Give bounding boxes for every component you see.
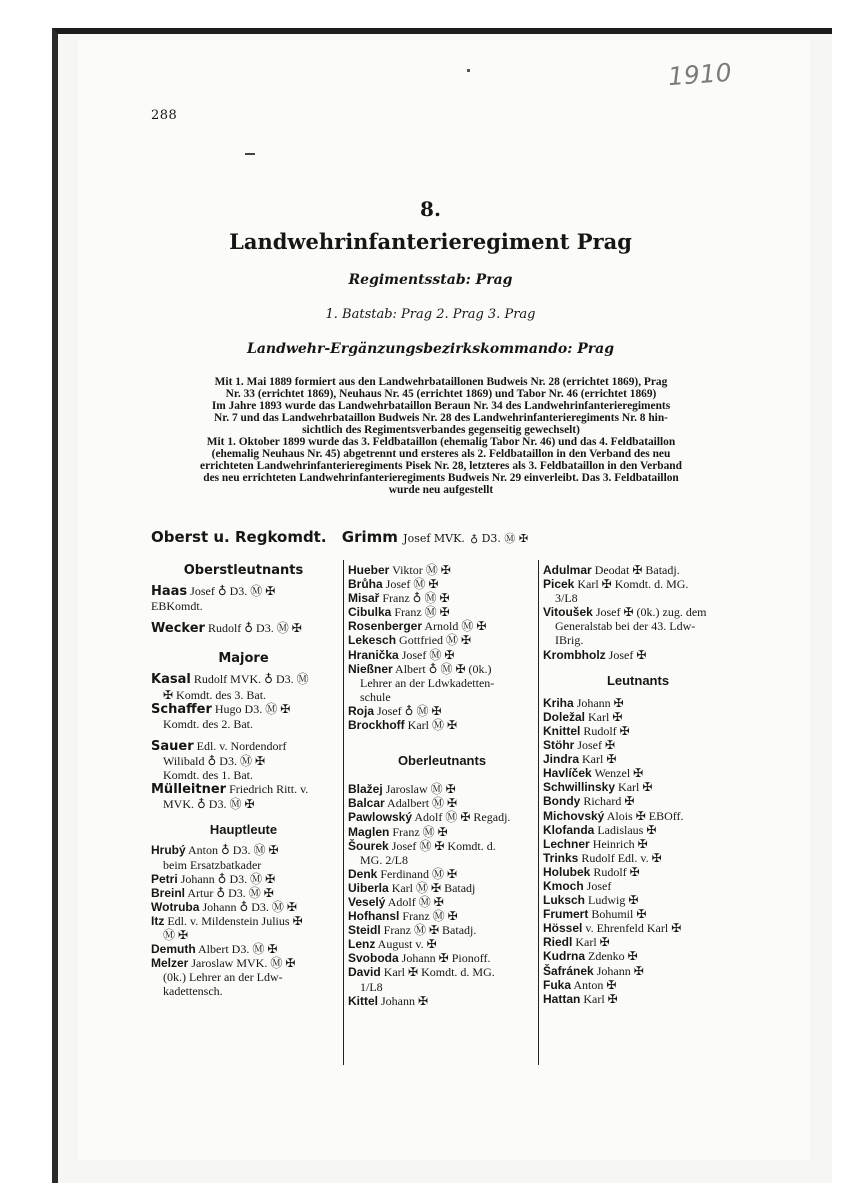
officer-entry: Hranička Josef Ⓜ ✠ <box>348 647 455 662</box>
history-line: des neu errichteten Landwehrinfanterieregiments Budweis Nr. 29 einverleibt. Das 3. Feldbataillon <box>203 472 679 484</box>
officer-entry: Hrubý Anton ♁ D3. Ⓜ ✠ <box>151 843 279 858</box>
officer-entry: Hössel v. Ehrenfeld Karl ✠ <box>543 921 682 936</box>
officer-entry: Kriha Johann ✠ <box>543 695 624 710</box>
officer-entry: Schwillinsky Karl ✠ <box>543 780 653 795</box>
officer-entry: Brůha Josef Ⓜ ✠ <box>348 577 439 592</box>
regiment-number: 8. <box>420 197 441 221</box>
history-line: Nr. 7 und das Landwehrbataillon Budweis Nr. 28 des Landwehrinfanterieregiments Nr. 8 hin- <box>214 412 668 424</box>
officer-entry: Lenz August v. ✠ <box>348 937 437 952</box>
handwritten-year-note: 1910 <box>667 57 733 92</box>
officer-entry: Hueber Viktor Ⓜ ✠ <box>348 563 451 577</box>
officer-entry: Balcar Adalbert Ⓜ ✠ <box>348 796 458 811</box>
officer-entry-continuation: EBKomdt. <box>151 599 203 614</box>
officer-entry: Krombholz Josef ✠ <box>543 647 647 662</box>
officer-entry-continuation: IBrig. <box>555 633 584 648</box>
officer-entry: Bondy Richard ✠ <box>543 794 635 809</box>
officer-entry: Itz Edl. v. Mildenstein Julius ✠ <box>151 913 303 928</box>
officer-entry: Sauer Edl. v. Nordendorf <box>151 738 287 754</box>
officer-entry: Šafránek Johann ✠ <box>543 963 644 978</box>
section-heading-majore: Majore <box>218 651 269 667</box>
commander-decorations: ♁ D3. Ⓜ ✠ <box>470 532 529 545</box>
history-line: Mit 1. Oktober 1899 wurde das 3. Feldbataillon (ehemalig Tabor Nr. 46) und das 4. Feldbataillon <box>206 436 676 448</box>
history-line: (ehemalig Neuhaus Nr. 45) abgetrennt und ersteres als 2. Feldbataillon in den Verband des neu <box>211 448 671 460</box>
officer-entry: Kasal Rudolf MVK. ♁ D3. Ⓜ <box>151 672 309 688</box>
officer-column-2 <box>348 563 536 1008</box>
officer-entry-continuation: ✠ Komdt. des 3. Bat. <box>163 687 267 702</box>
officer-entry: Riedl Karl ✠ <box>543 935 610 950</box>
officer-entry-continuation: Komdt. des 1. Bat. <box>163 768 253 783</box>
officer-entry: Hofhansl Franz Ⓜ ✠ <box>348 909 458 924</box>
speck-mark <box>467 69 470 72</box>
officer-entry: Doležal Karl ✠ <box>543 709 623 724</box>
officer-entry-continuation: 3/L8 <box>555 591 578 606</box>
officer-entry: Trinks Rudolf Edl. v. ✠ <box>543 850 662 865</box>
officer-entry-continuation: MVK. ♁ D3. Ⓜ ✠ <box>163 797 255 812</box>
officer-entry: Adulmar Deodat ✠ Batadj. <box>543 563 680 577</box>
commander-rank: Oberst u. Regkomdt. <box>151 528 327 546</box>
officer-entry-continuation: Ⓜ ✠ <box>163 927 189 942</box>
officer-entry-continuation: Wilibald ♁ D3. Ⓜ ✠ <box>163 753 266 768</box>
officer-entry: Uiberla Karl Ⓜ ✠ Batadj <box>348 880 476 895</box>
officer-entry: Pawlowský Adolf Ⓜ ✠ Regadj. <box>348 810 511 825</box>
history-line: sichtlich des Regimentsverbandes gegenseitig gewechselt) <box>302 424 580 436</box>
section-heading-hauptleute: Hauptleute <box>209 822 278 838</box>
officer-entry: Rosenberger Arnold Ⓜ ✠ <box>348 619 487 634</box>
officer-entry: Melzer Jaroslaw MVK. Ⓜ ✠ <box>151 956 296 971</box>
officer-entry: Misař Franz ♁ Ⓜ ✠ <box>348 591 450 606</box>
officer-entry: Picek Karl ✠ Komdt. d. MG. <box>543 577 689 592</box>
history-line: errichteten Landwehrinfanterieregiments Pisek Nr. 28, letzteres als 3. Feldbataillon in den Verband <box>200 460 682 472</box>
officer-entry: Klofanda Ladislaus ✠ <box>543 822 657 837</box>
regiment-history <box>150 376 732 496</box>
officer-entry-continuation: MG. 2/L8 <box>360 852 408 867</box>
officer-entry-continuation: (0k.) Lehrer an der Ldw- <box>163 970 283 985</box>
officer-entry: Petri Johann ♁ D3. Ⓜ ✠ <box>151 871 276 886</box>
column-divider <box>538 560 539 1065</box>
officer-entry: Svoboda Johann ✠ Pionoff. <box>348 951 491 966</box>
officer-entry: Fuka Anton ✠ <box>543 977 617 992</box>
officer-entry: Holubek Rudolf ✠ <box>543 864 640 879</box>
margin-dash <box>245 153 255 155</box>
officer-entry: Blažej Jaroslaw Ⓜ ✠ <box>348 782 456 797</box>
officer-entry: Kmoch Josef <box>543 878 612 893</box>
officer-entry: Kittel Johann ✠ <box>348 993 429 1008</box>
section-heading-oberstleutnants: Oberstleutnants <box>183 563 304 578</box>
officer-entry: Havlíček Wenzel ✠ <box>543 766 644 781</box>
officer-entry: Lechner Heinrich ✠ <box>543 836 648 851</box>
officer-column-3 <box>543 563 733 1006</box>
officer-entry: Schaffer Hugo D3. Ⓜ ✠ <box>151 701 291 717</box>
history-line: Im Jahre 1893 wurde das Landwehrbataillon Beraun Nr. 34 des Landwehrinfanterieregiments <box>211 400 671 412</box>
history-line: wurde neu aufgestellt <box>388 484 494 496</box>
officer-entry: Michovský Alois ✠ EBOff. <box>543 808 684 823</box>
section-heading-leutnants: Leutnants <box>606 672 670 688</box>
officer-entry: Maglen Franz Ⓜ ✠ <box>348 824 448 839</box>
officer-entry-continuation: Komdt. des 2. Bat. <box>163 716 253 731</box>
page-number: 288 <box>151 108 178 123</box>
officer-entry-continuation: Generalstab bei der 43. Ldw- <box>555 619 696 634</box>
officer-entry: Jindra Karl ✠ <box>543 752 617 767</box>
officer-entry: Lekesch Gottfried Ⓜ ✠ <box>348 633 472 648</box>
officer-entry: Steidl Franz Ⓜ ✠ Batadj. <box>348 923 477 938</box>
regiment-title: Landwehrinfanterieregiment Prag <box>229 229 632 254</box>
officer-entry: Kudrna Zdenko ✠ <box>543 949 638 964</box>
commander-surname: Grimm <box>341 528 398 546</box>
commander-given-name: Josef MVK. <box>403 532 465 545</box>
officer-entry-continuation: schule <box>360 689 391 704</box>
ergaenzung-line: Landwehr-Ergänzungsbezirkskommando: Prag <box>246 341 615 357</box>
regimentsstab-line: Regimentsstab: Prag <box>348 272 513 288</box>
officer-entry: Vitoušek Josef ✠ (0k.) zug. dem <box>543 605 707 620</box>
officer-entry: Haas Josef ♁ D3. Ⓜ ✠ <box>151 584 276 600</box>
officer-entry: Cibulka Franz Ⓜ ✠ <box>348 605 450 620</box>
officer-entry-continuation: 1/L8 <box>360 979 383 994</box>
officer-entry: Mülleitner Friedrich Ritt. v. <box>151 782 309 798</box>
officer-entry: Roja Josef ♁ Ⓜ ✠ <box>348 703 442 718</box>
officer-entry-continuation: Lehrer an der Ldwkadetten- <box>360 675 495 690</box>
officer-entry: Šourek Josef Ⓜ ✠ Komdt. d. <box>348 838 496 853</box>
commander-line <box>151 528 528 546</box>
officer-entry: Nießner Albert ♁ Ⓜ ✠ (0k.) <box>348 661 492 676</box>
officer-entry: Stöhr Josef ✠ <box>543 738 616 753</box>
officer-entry: Denk Ferdinand Ⓜ ✠ <box>348 866 458 881</box>
officer-entry: Breinl Artur ♁ D3. Ⓜ ✠ <box>151 885 274 900</box>
officer-entry: Luksch Ludwig ✠ <box>543 893 639 908</box>
officer-entry: Wecker Rudolf ♁ D3. Ⓜ ✠ <box>151 621 302 637</box>
history-line: Nr. 33 (errichtet 1869), Neuhaus Nr. 45 (errichtet 1869) und Tabor Nr. 46 (errichtet 1869) <box>225 388 657 400</box>
officer-entry: Frumert Bohumil ✠ <box>543 907 647 922</box>
officer-entry: Knittel Rudolf ✠ <box>543 723 630 738</box>
officer-entry: Veselý Adolf Ⓜ ✠ <box>348 894 444 909</box>
officer-column-1 <box>151 562 336 998</box>
batstab-line: 1. Batstab: Prag 2. Prag 3. Prag <box>325 307 536 322</box>
history-line: Mit 1. Mai 1889 formiert aus den Landwehrbataillonen Budweis Nr. 28 (errichtet 1869), Prag <box>214 376 668 388</box>
officer-entry: David Karl ✠ Komdt. d. MG. <box>348 965 495 980</box>
officer-entry-continuation: kadettensch. <box>163 984 223 999</box>
officer-entry: Demuth Albert D3. Ⓜ ✠ <box>151 942 278 957</box>
column-divider <box>343 560 344 1065</box>
officer-entry-continuation: beim Ersatzbatkader <box>163 857 262 872</box>
officer-entry: Wotruba Johann ♁ D3. Ⓜ ✠ <box>151 899 297 914</box>
officer-entry: Hattan Karl ✠ <box>543 991 618 1006</box>
officer-entry: Brockhoff Karl Ⓜ ✠ <box>348 718 458 733</box>
section-heading-oberleutnants: Oberleutnants <box>397 753 487 769</box>
